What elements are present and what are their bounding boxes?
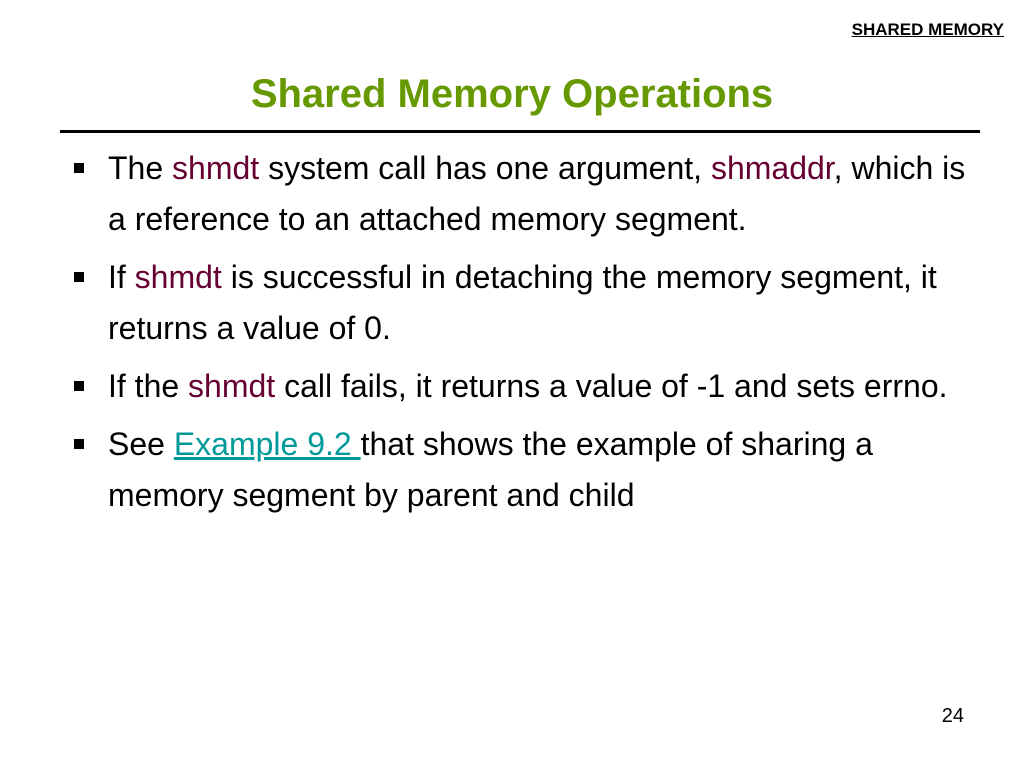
bullet-text: If the <box>108 368 189 404</box>
section-label: SHARED MEMORY <box>851 20 1004 39</box>
bullet-item <box>70 419 970 521</box>
square-bullet-icon <box>74 381 84 391</box>
bullet-text: See <box>108 426 174 462</box>
bullet-item <box>70 252 970 354</box>
title-divider <box>60 130 980 133</box>
slide-title: Shared Memory Operations <box>250 72 774 116</box>
bullet-text: is successful in detaching the memory segment, it returns a value of 0. <box>108 259 937 346</box>
bullet-item <box>70 143 970 245</box>
bullet-list <box>70 143 970 528</box>
keyword-shmdt: shmdt <box>188 368 276 404</box>
bullet-text: system call has one argument, <box>259 150 711 186</box>
page-number: 24 <box>941 705 964 727</box>
keyword-shmdt: shmdt <box>134 259 222 295</box>
bullet-item <box>70 361 970 412</box>
bullet-text: , which is a reference to an attached memory segment. <box>108 150 966 237</box>
example-link[interactable]: Example 9.2 <box>173 426 361 462</box>
bullet-text: call fails, it returns a value of -1 and sets errno. <box>275 368 948 404</box>
keyword-shmaddr: shmaddr <box>710 150 834 186</box>
square-bullet-icon <box>74 272 84 282</box>
square-bullet-icon <box>74 439 84 449</box>
bullet-text: If <box>108 259 135 295</box>
bullet-text: that shows the example of sharing a memory segment by parent and child <box>108 426 873 513</box>
keyword-shmdt: shmdt <box>172 150 260 186</box>
bullet-text: The <box>108 150 173 186</box>
square-bullet-icon <box>74 163 84 173</box>
